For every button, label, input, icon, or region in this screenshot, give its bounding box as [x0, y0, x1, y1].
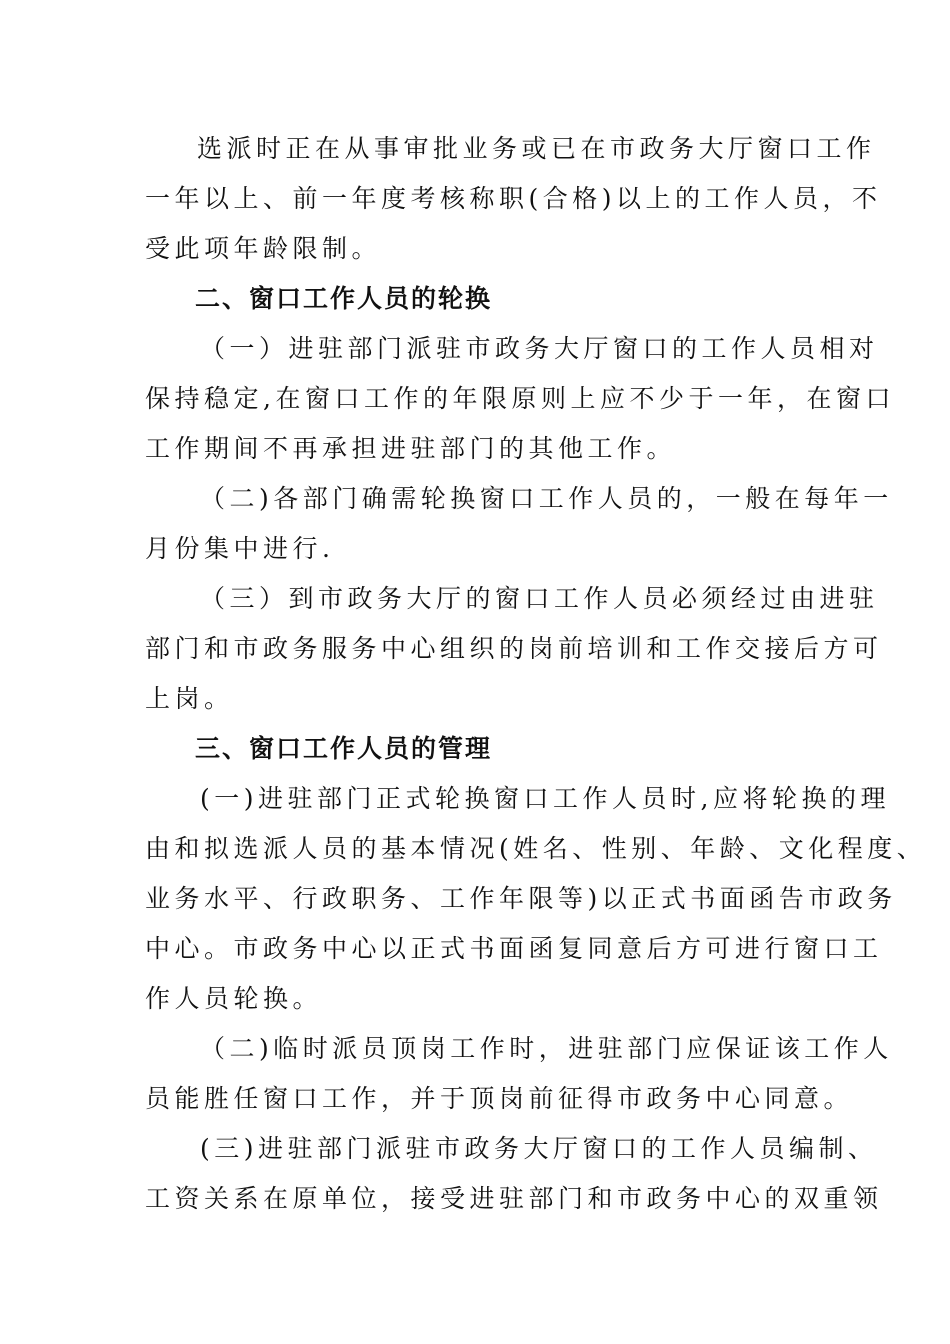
- section-3-item-1-line-4: 中心。市政务中心以正式书面函复同意后方可进行窗口工: [145, 934, 883, 963]
- section-3-item-1-line-1: (一)进驻部门正式轮换窗口工作人员时,应将轮换的理: [200, 784, 890, 813]
- paragraph-1-line-1: 选派时正在从事审批业务或已在市政务大厅窗口工作: [197, 134, 876, 163]
- section-2-item-3-line-1: （三）到市政务大厅的窗口工作人员必须经过由进驻: [200, 584, 879, 613]
- section-3-heading: 三、窗口工作人员的管理: [195, 734, 493, 763]
- section-2-item-1-line-2: 保持稳定,在窗口工作的年限原则上应不少于一年，在窗口: [145, 384, 895, 413]
- section-2-heading: 二、窗口工作人员的轮换: [195, 284, 493, 313]
- paragraph-1-line-3: 受此项年龄限制。: [145, 234, 382, 263]
- section-3-item-3-line-1: (三)进驻部门派驻市政务大厅窗口的工作人员编制、: [200, 1134, 878, 1163]
- section-2-item-1-line-1: （一）进驻部门派驻市政务大厅窗口的工作人员相对: [200, 334, 879, 363]
- section-3-item-2-line-1: （二)临时派员顶岗工作时，进驻部门应保证该工作人: [200, 1034, 893, 1063]
- section-2-item-2-line-2: 月份集中进行.: [145, 534, 335, 563]
- section-3-item-3-line-2: 工资关系在原单位，接受进驻部门和市政务中心的双重领: [145, 1184, 883, 1213]
- section-3-item-2-line-2: 员能胜任窗口工作，并于顶岗前征得市政务中心同意。: [145, 1084, 854, 1113]
- section-2-item-2-line-1: （二)各部门确需轮换窗口工作人员的，一般在每年一: [200, 484, 893, 513]
- section-3-item-1-line-3: 业务水平、行政职务、工作年限等)以正式书面函告市政务: [145, 884, 897, 913]
- paragraph-1-line-2: 一年以上、前一年度考核称职(合格)以上的工作人员，不: [145, 184, 882, 213]
- section-3-item-1-line-5: 作人员轮换。: [145, 984, 323, 1013]
- section-2-item-1-line-3: 工作期间不再承担进驻部门的其他工作。: [145, 434, 677, 463]
- section-2-item-3-line-2: 部门和市政务服务中心组织的岗前培训和工作交接后方可: [145, 634, 883, 663]
- section-3-item-1-line-2: 由和拟选派人员的基本情况(姓名、性别、年龄、文化程度、: [145, 834, 927, 863]
- section-2-item-3-line-3: 上岗。: [145, 684, 234, 713]
